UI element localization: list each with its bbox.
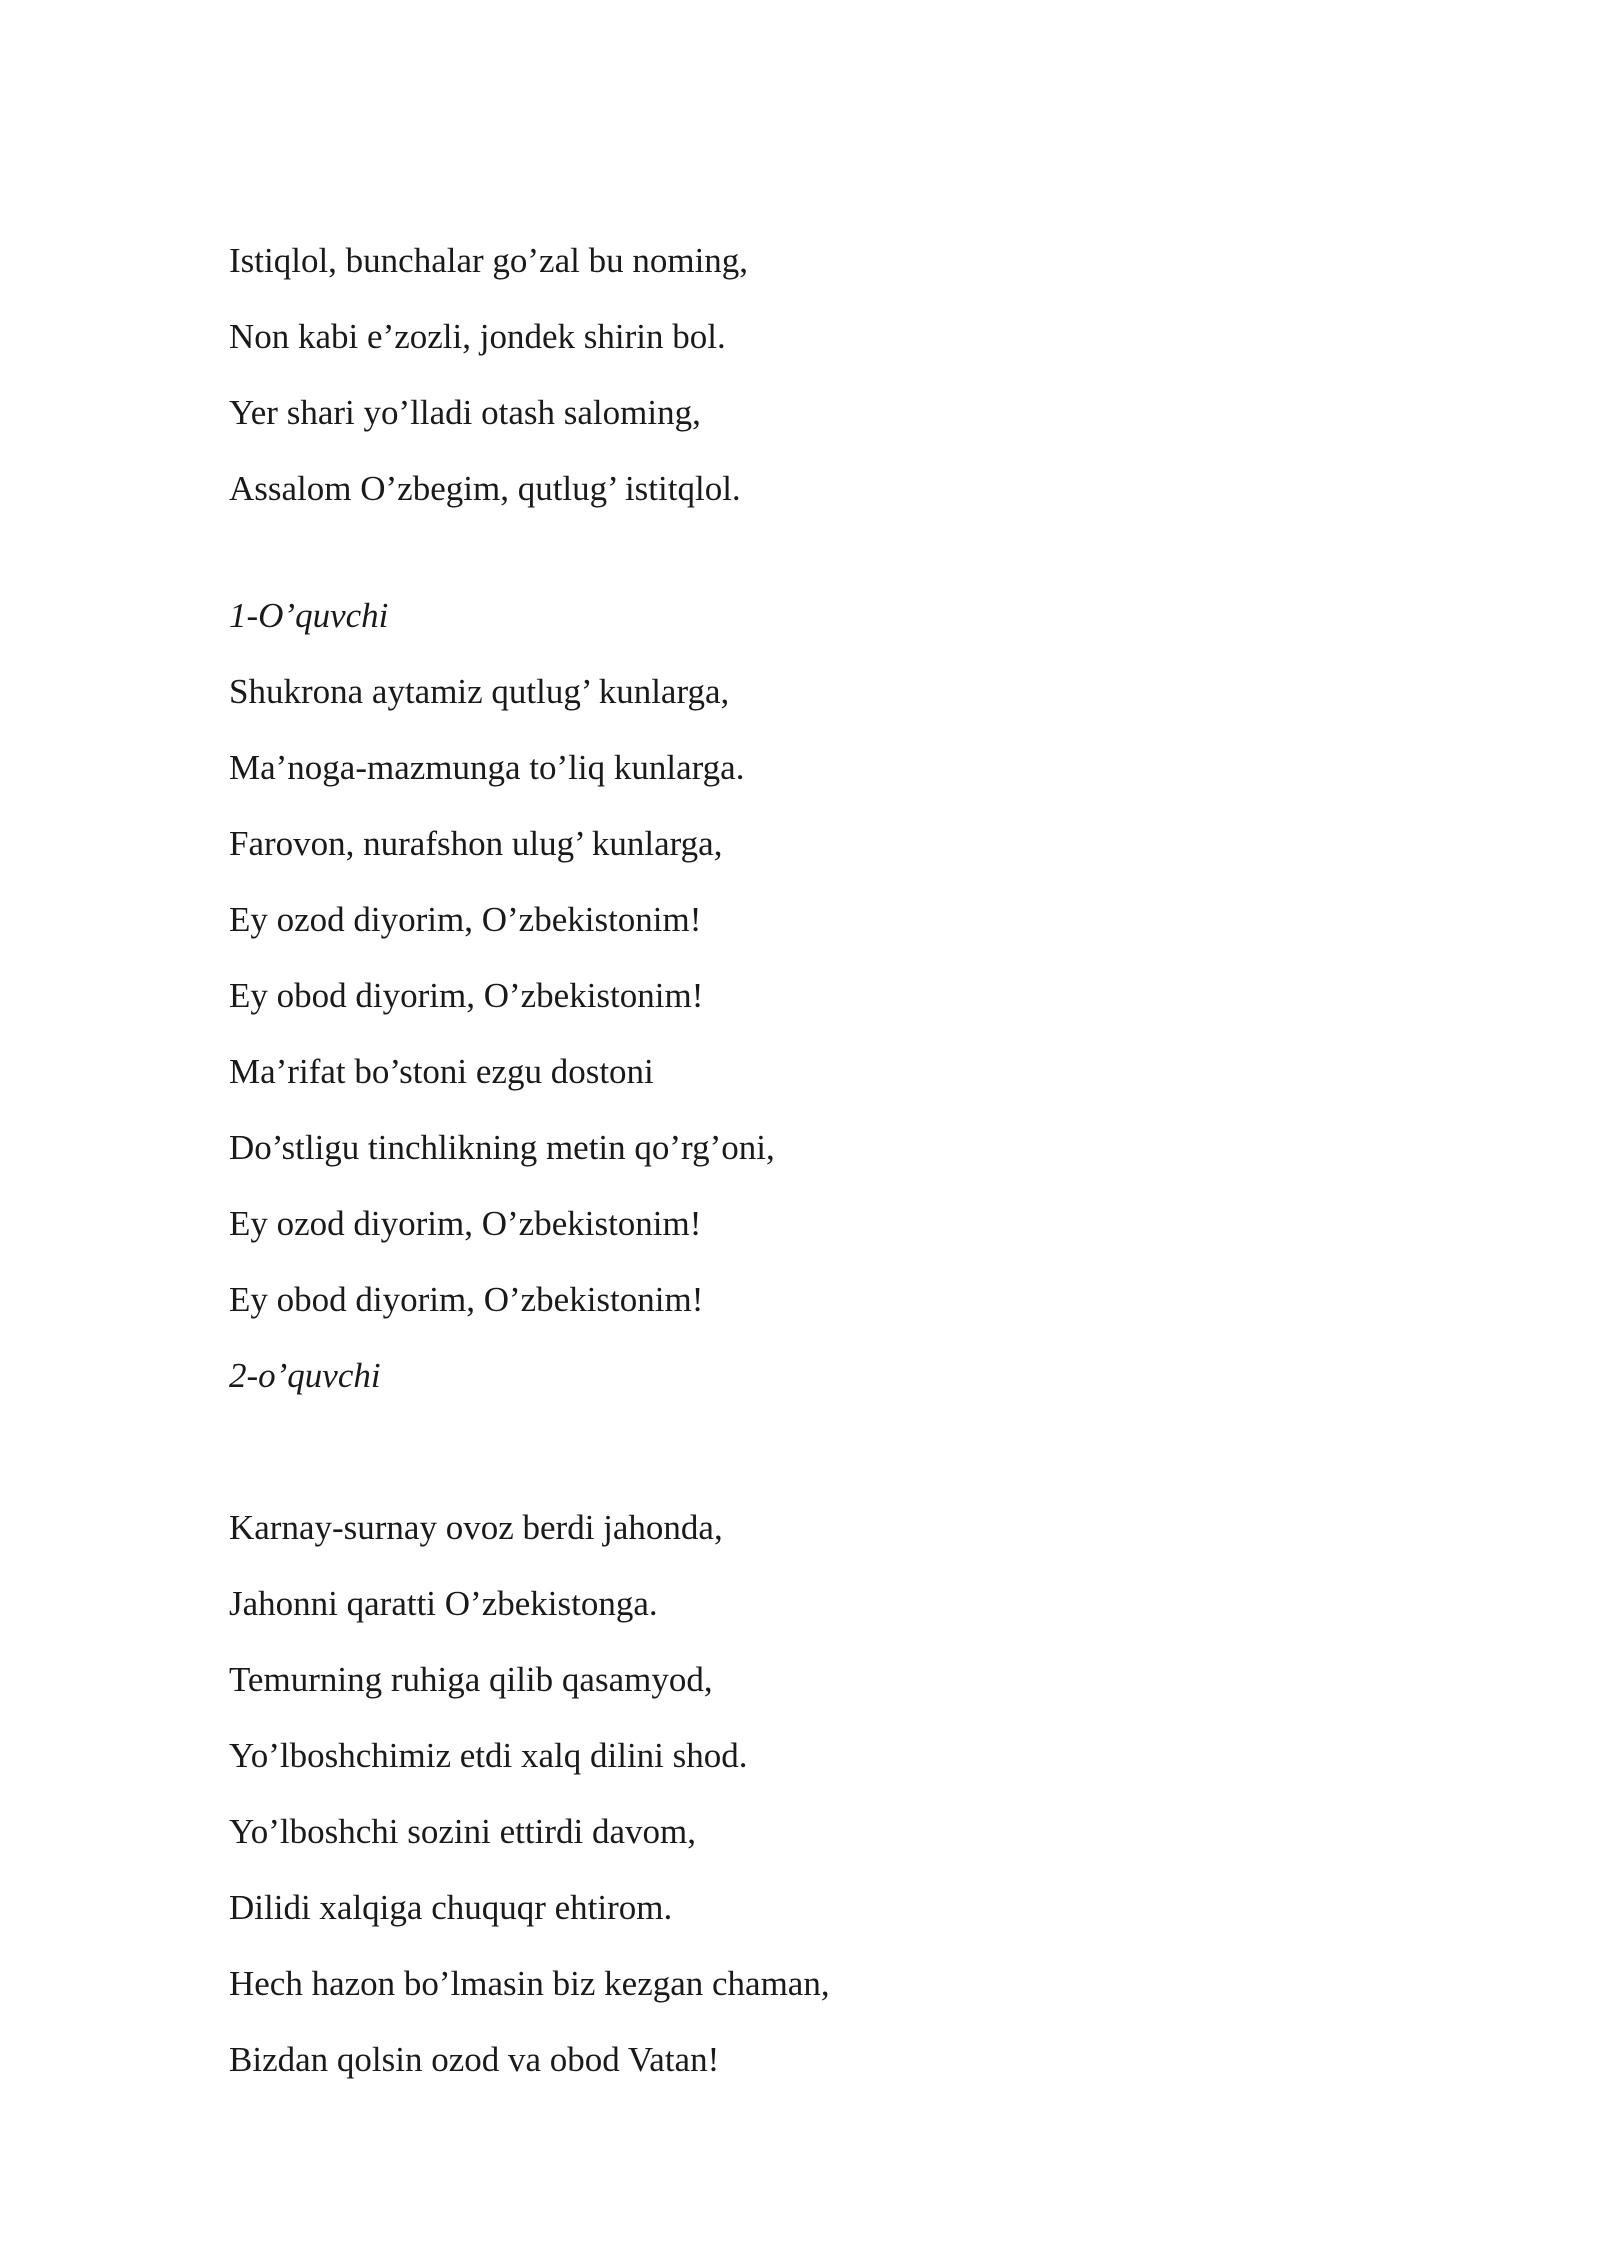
poem-line: Ey obod diyorim, O’zbekistonim!	[229, 1280, 704, 1319]
poem-line: Hech hazon bo’lmasin biz kezgan chaman,	[229, 1964, 830, 2003]
poem-line: Karnay-surnay ovoz berdi jahonda,	[229, 1508, 723, 1547]
poem-line: Farovon, nurafshon ulug’ kunlarga,	[229, 824, 723, 863]
poem-line: Shukrona aytamiz qutlug’ kunlarga,	[229, 672, 730, 711]
poem-line: Temurning ruhiga qilib qasamyod,	[229, 1660, 713, 1699]
poem-line: Do’stligu tinchlikning metin qo’rg’oni,	[229, 1128, 775, 1167]
poem-line: Ey ozod diyorim, O’zbekistonim!	[229, 900, 702, 939]
poem-line: Yo’lboshchi sozini ettirdi davom,	[229, 1812, 696, 1851]
poem-line: Assalom O’zbegim, qutlug’ istitqlol.	[229, 469, 741, 508]
poem-line: Yo’lboshchimiz etdi xalq dilini shod.	[229, 1736, 748, 1775]
poem-line: Jahonni qaratti O’zbekistonga.	[229, 1584, 658, 1623]
poem-line: Istiqlol, bunchalar go’zal bu noming,	[229, 241, 749, 280]
poem-line: Yer shari yo’lladi otash saloming,	[229, 393, 701, 432]
poem-line: Ey ozod diyorim, O’zbekistonim!	[229, 1204, 702, 1243]
poem-line: Ma’noga-mazmunga to’liq kunlarga.	[229, 748, 745, 787]
poem-line: Ma’rifat bo’stoni ezgu dostoni	[229, 1052, 654, 1091]
poem-line: Dilidi xalqiga chuquqr ehtirom.	[229, 1888, 673, 1927]
poem-line: Ey obod diyorim, O’zbekistonim!	[229, 976, 704, 1015]
poem-line: Non kabi e’zozli, jondek shirin bol.	[229, 317, 726, 356]
poem-line: Bizdan qolsin ozod va obod Vatan!	[229, 2040, 720, 2079]
reader-heading-1: 1-O’quvchi	[229, 596, 389, 635]
reader-heading-2: 2-o’quvchi	[229, 1356, 381, 1395]
